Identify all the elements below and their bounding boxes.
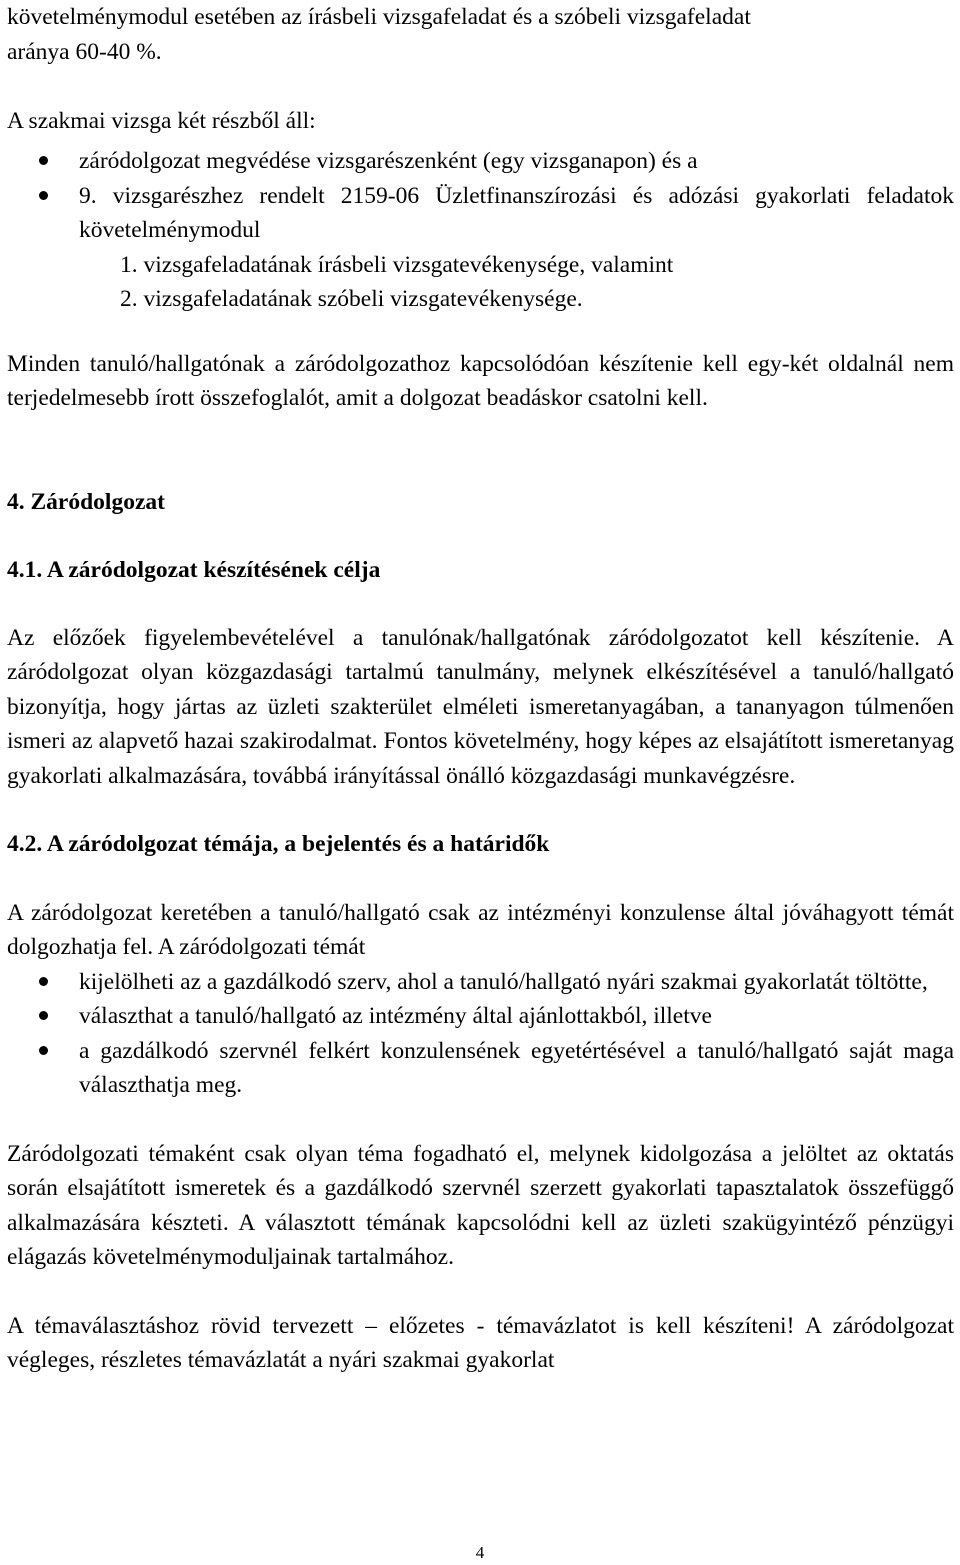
bullet-icon (39, 191, 48, 200)
bullet-icon (39, 156, 48, 165)
list-item (7, 1034, 954, 1103)
list-item-text: kijelölheti az a gazdálkodó szerv, ahol a tanuló/hallgató nyári szakmai gyakorlatát töltötte, (79, 968, 928, 995)
summary-paragraph: Minden tanuló/hallgatónak a záródolgozathoz kapcsolódóan készítenie kell egy-két oldalnál nem terjedelmesebb írott összefoglalót, amit a dolgozat beadáskor csatolni kell. (7, 350, 954, 411)
intro-line-1: követelménymodul esetében az írásbeli vizsgafeladat és a szóbeli vizsgafeladat (7, 4, 751, 30)
topic-paragraph: A záródolgozat keretében a tanuló/hallgató csak az intézményi konzulense által jóváhagyott témát dolgozhatja fel. A záródolgozati témát (7, 899, 954, 960)
exam-parts-lead: A szakmai vizsga két részből áll: (7, 107, 316, 134)
list-item (7, 965, 954, 1000)
page-number: 4 (475, 1543, 485, 1562)
exam-sub-items (7, 248, 954, 317)
subsection-heading: 4.2. A záródolgozat témája, a bejelentés és a határidők (7, 831, 550, 857)
sub-item: 2. vizsgafeladatának szóbeli vizsgatevékenysége. (120, 286, 583, 312)
list-item (7, 179, 954, 248)
list-item-text: választhat a tanuló/hallgató az intézmény által ajánlottakból, illetve (79, 1003, 712, 1029)
bullet-icon (39, 1046, 48, 1055)
topic-options-list (7, 965, 954, 1103)
section-heading: 4. Záródolgozat (7, 488, 165, 515)
subsection-heading: 4.1. A záródolgozat készítésének célja (7, 557, 381, 583)
list-item-text: 9. vizsgarészhez rendelt 2159-06 Üzletfinanszírozási és adózási gyakorlati feladatok követelménymodul (79, 182, 954, 243)
sub-item: 1. vizsgafeladatának írásbeli vizsgatevékenysége, valamint (120, 251, 674, 278)
list-item-text: a gazdálkodó szervnél felkért konzulensének egyetértésével a tanuló/hallgató saját maga választhatja meg. (79, 1037, 954, 1098)
bullet-icon (39, 977, 48, 986)
intro-line-2: aránya 60-40 %. (7, 38, 162, 65)
purpose-paragraph: Az előzőek figyelembevételével a tanulónak/hallgatónak záródolgozatot kell készítenie. A záródolgozat olyan közgazdasági tartalmú tanulmány, melynek elkészítésével a tanuló/hallgató bizonyítja, hogy jártas az üzleti szakterület elméleti ismeretanyagában, a tananyagon túlmenően ismeri az alapvető hazai szakirodalmat. Fontos követelmény, hogy képes az elsajátított ismeretanyag gyakorlati alkalmazására, továbbá irányítással önálló közgazdasági munkavégzésre. (7, 624, 954, 789)
list-item (7, 144, 954, 179)
outline-paragraph: A témaválasztáshoz rövid tervezett – előzetes - témavázlatot is kell készíteni! A záródolgozat végleges, részletes témavázlatát a nyári szakmai gyakorlat (7, 1312, 954, 1373)
list-item-text: záródolgozat megvédése vizsgarészenként (egy vizsganapon) és a (79, 148, 698, 174)
list-item (7, 999, 954, 1034)
bullet-icon (39, 1011, 48, 1020)
document-page (7, 0, 954, 1378)
acceptance-paragraph: Záródolgozati témaként csak olyan téma fogadható el, melynek kidolgozása a jelöltet az oktatás során elsajátított ismeretek és a gazdálkodó szervnél szerzett gyakorlati tapasztalatok összefüggő alkalmazására készteti. A választott témának kapcsolódni kell az üzleti szakügyintéző pénzügyi elágazás követelménymoduljainak tartalmához. (7, 1140, 954, 1270)
exam-parts-list (7, 144, 954, 248)
